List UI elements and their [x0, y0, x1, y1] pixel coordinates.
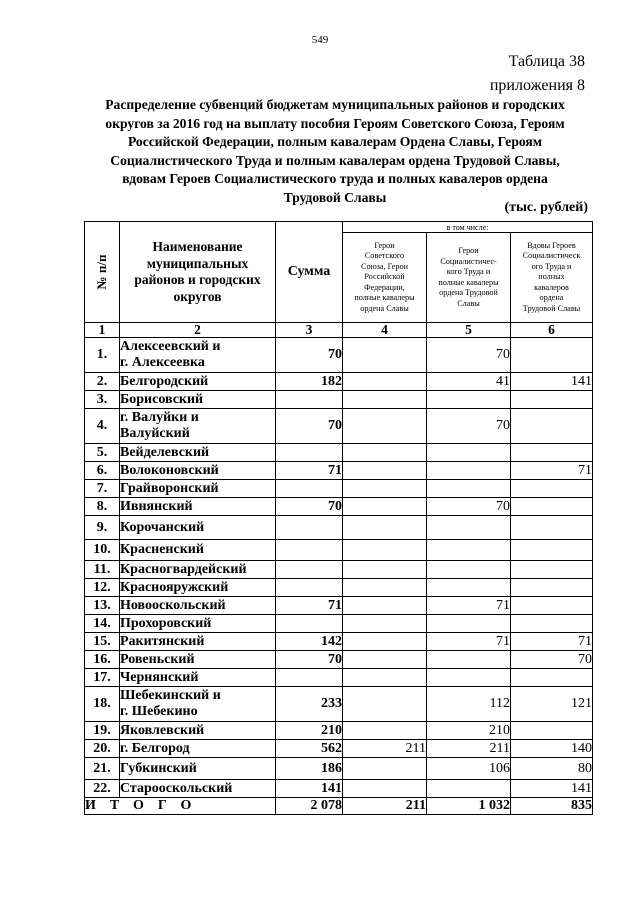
row-col4 [343, 409, 427, 444]
row-col5: 71 [427, 597, 511, 615]
row-col6 [511, 444, 593, 462]
row-col6 [511, 498, 593, 516]
row-number: 2. [85, 373, 120, 391]
row-name [120, 561, 276, 579]
row-col5 [427, 669, 511, 687]
row-name [120, 409, 276, 444]
row-number: 15. [85, 633, 120, 651]
row-number: 11. [85, 561, 120, 579]
header-col4-line: Советского [364, 251, 405, 261]
row-number: 12. [85, 579, 120, 597]
row-number: 16. [85, 651, 120, 669]
header-col4 [343, 233, 427, 323]
header-col4-line: Российской [364, 272, 405, 282]
row-col4 [343, 373, 427, 391]
row-sum [276, 561, 343, 579]
row-name-line: Красногвардейский [120, 561, 247, 577]
table-row [85, 669, 593, 687]
table-row [85, 615, 593, 633]
row-sum: 71 [276, 462, 343, 480]
row-name-line: Алексеевский и [120, 339, 221, 354]
row-number: 20. [85, 740, 120, 758]
row-col4 [343, 615, 427, 633]
row-name [120, 444, 276, 462]
row-sum: 70 [276, 409, 343, 444]
row-col6: 80 [511, 758, 593, 780]
row-col4 [343, 651, 427, 669]
row-sum [276, 480, 343, 498]
table-row [85, 722, 593, 740]
header-col4-line: полные кавалеры [354, 293, 415, 303]
row-name [120, 579, 276, 597]
row-col6: 70 [511, 651, 593, 669]
row-col5 [427, 579, 511, 597]
row-col5 [427, 480, 511, 498]
header-col5-line: кого Труда и [446, 267, 491, 277]
row-col6 [511, 579, 593, 597]
row-name [120, 687, 276, 722]
header-num-label: № п/п [94, 254, 109, 290]
table-row [85, 409, 593, 444]
column-number: 2 [120, 323, 276, 338]
table-row [85, 540, 593, 561]
row-col5: 210 [427, 722, 511, 740]
table-row [85, 651, 593, 669]
row-number: 19. [85, 722, 120, 740]
row-sum: 70 [276, 338, 343, 373]
header-name [120, 222, 276, 323]
column-number: 4 [343, 323, 427, 338]
total-col4: 211 [343, 798, 427, 815]
table-row [85, 462, 593, 480]
header-col5-line: Герои [458, 246, 479, 256]
header-col5-line: Социалистичес- [440, 256, 497, 266]
header-col5 [427, 233, 511, 323]
title-line: Российской Федерации, полным кавалерам Ордена Славы, Героям [127, 134, 543, 149]
document-title [95, 96, 575, 207]
row-sum: 186 [276, 758, 343, 780]
row-col4 [343, 669, 427, 687]
table-row [85, 597, 593, 615]
row-col5: 211 [427, 740, 511, 758]
table-body [85, 338, 593, 798]
row-name-line: Волоконовский [120, 462, 219, 478]
row-col6 [511, 480, 593, 498]
row-col4 [343, 516, 427, 540]
row-sum: 142 [276, 633, 343, 651]
table-number: Таблица 38 [508, 53, 585, 70]
row-name-line: Красненский [120, 542, 204, 557]
row-name-line: Ивнянский [120, 498, 193, 514]
row-sum [276, 540, 343, 561]
row-col6: 121 [511, 687, 593, 722]
row-name [120, 651, 276, 669]
table-row [85, 391, 593, 409]
header-col5-line: полные кавалеры [438, 277, 499, 287]
row-col4 [343, 687, 427, 722]
row-col6: 141 [511, 780, 593, 798]
row-col5: 70 [427, 409, 511, 444]
column-number: 1 [85, 323, 120, 338]
header-col4-line: ордена Славы [360, 303, 409, 313]
row-sum: 70 [276, 498, 343, 516]
column-number: 6 [511, 323, 593, 338]
row-col4 [343, 561, 427, 579]
table-row [85, 633, 593, 651]
table-row [85, 516, 593, 540]
header-col6-line: полных [538, 272, 565, 282]
table-row [85, 780, 593, 798]
row-name-line: Ракитянский [120, 633, 205, 649]
row-sum [276, 444, 343, 462]
row-col4 [343, 758, 427, 780]
row-col4 [343, 462, 427, 480]
row-col6 [511, 391, 593, 409]
row-name-line: Краснояружский [120, 579, 229, 595]
row-col4 [343, 540, 427, 561]
row-name-line: г. Шебекино [120, 704, 198, 719]
row-name-line: Яковлевский [120, 722, 205, 738]
row-name [120, 597, 276, 615]
row-name-line: Новооскольский [120, 597, 226, 613]
total-col6: 835 [511, 798, 593, 815]
header-col6-line: ордена [539, 293, 564, 303]
row-sum: 210 [276, 722, 343, 740]
row-name [120, 540, 276, 561]
header-col6 [511, 233, 593, 323]
total-col5: 1 032 [427, 798, 511, 815]
title-line: Трудовой Славы [283, 189, 387, 205]
row-col4 [343, 722, 427, 740]
row-name [120, 498, 276, 516]
subsidy-table [84, 221, 593, 815]
row-sum: 141 [276, 780, 343, 798]
row-number: 4. [85, 409, 120, 444]
row-name-line: г. Валуйки и [120, 410, 199, 425]
row-col4 [343, 391, 427, 409]
row-sum [276, 579, 343, 597]
row-col6: 71 [511, 462, 593, 480]
title-line: округов за 2016 год на выплату пособия Героям Советского Союза, Героям [105, 115, 565, 131]
row-name-line: Грайворонский [120, 480, 219, 496]
row-col6: 140 [511, 740, 593, 758]
row-col5 [427, 561, 511, 579]
row-col5 [427, 516, 511, 540]
row-col4 [343, 498, 427, 516]
row-name [120, 338, 276, 373]
total-sum: 2 078 [276, 798, 343, 815]
row-number: 17. [85, 669, 120, 687]
row-col5: 112 [427, 687, 511, 722]
row-number: 21. [85, 758, 120, 780]
row-name-line: Ровеньский [120, 651, 195, 667]
row-sum: 70 [276, 651, 343, 669]
row-col6 [511, 669, 593, 687]
row-number: 9. [85, 516, 120, 540]
column-number: 5 [427, 323, 511, 338]
header-name-line: районов и городских [134, 272, 261, 287]
row-number: 1. [85, 338, 120, 373]
row-sum [276, 516, 343, 540]
row-number: 13. [85, 597, 120, 615]
row-col6 [511, 722, 593, 740]
header-sum: Сумма [276, 222, 343, 323]
row-col5 [427, 462, 511, 480]
row-number: 14. [85, 615, 120, 633]
row-name [120, 633, 276, 651]
row-col4 [343, 338, 427, 373]
table-row [85, 444, 593, 462]
row-col4 [343, 633, 427, 651]
row-col4 [343, 597, 427, 615]
table-row [85, 498, 593, 516]
table-row [85, 338, 593, 373]
table-row [85, 740, 593, 758]
row-number: 5. [85, 444, 120, 462]
row-col5 [427, 391, 511, 409]
row-name-line: г. Алексеевка [120, 355, 205, 370]
header-col6-line: Социалистическ [522, 251, 581, 261]
row-name [120, 462, 276, 480]
header-col6-line: ого Труда и [531, 261, 572, 271]
row-sum: 233 [276, 687, 343, 722]
header-col5-line: ордена Трудовой [439, 288, 498, 298]
row-col6 [511, 516, 593, 540]
row-sum: 182 [276, 373, 343, 391]
row-sum [276, 391, 343, 409]
row-col4 [343, 780, 427, 798]
row-number: 7. [85, 480, 120, 498]
row-number: 22. [85, 780, 120, 798]
row-col6 [511, 615, 593, 633]
row-name-line: Шебекинский и [120, 688, 221, 703]
table-row [85, 687, 593, 722]
header-num [85, 222, 120, 323]
row-col6 [511, 409, 593, 444]
row-name [120, 740, 276, 758]
row-name [120, 669, 276, 687]
header-col6-line: Трудовой Славы [522, 303, 581, 313]
header-col4-line: Союза, Герои [361, 261, 408, 271]
row-number: 3. [85, 391, 120, 409]
row-name-line: Губкинский [120, 760, 197, 776]
row-name [120, 480, 276, 498]
row-name [120, 722, 276, 740]
row-sum: 71 [276, 597, 343, 615]
row-name-line: Валуйский [120, 426, 190, 441]
row-name-line: Старооскольский [120, 780, 233, 796]
title-line: Распределение субвенций бюджетам муниципальных районов и городских [105, 97, 565, 112]
row-col5: 70 [427, 498, 511, 516]
row-sum [276, 615, 343, 633]
table-row [85, 758, 593, 780]
row-col5 [427, 780, 511, 798]
row-col5 [427, 540, 511, 561]
total-row [85, 798, 593, 815]
header-name-line: округов [173, 288, 222, 304]
row-col5: 70 [427, 338, 511, 373]
row-name-line: Борисовский [120, 391, 204, 407]
header-col4-line: Герои [374, 240, 395, 250]
row-col5 [427, 651, 511, 669]
appendix-label: приложения 8 [489, 77, 585, 94]
title-line: вдовам Героев Социалистического труда и полных кавалеров ордена [122, 171, 548, 186]
row-name [120, 391, 276, 409]
row-name [120, 373, 276, 391]
row-name [120, 780, 276, 798]
row-col4: 211 [343, 740, 427, 758]
row-name-line: Вейделевский [120, 444, 210, 460]
row-name [120, 615, 276, 633]
page-number: 549 [311, 34, 329, 46]
row-col4 [343, 480, 427, 498]
row-col4 [343, 444, 427, 462]
row-name-line: Белгородский [120, 373, 209, 389]
header-in-that: в том числе: [343, 222, 593, 233]
column-number: 3 [276, 323, 343, 338]
header-col4-line: Федерации, [364, 282, 405, 292]
header-name-line: муниципальных [146, 255, 249, 271]
row-col6: 71 [511, 633, 593, 651]
row-number: 6. [85, 462, 120, 480]
row-col5: 106 [427, 758, 511, 780]
row-col5 [427, 444, 511, 462]
row-col5 [427, 615, 511, 633]
row-number: 10. [85, 540, 120, 561]
row-col5: 41 [427, 373, 511, 391]
row-sum [276, 669, 343, 687]
header-col6-line: Вдовы Героев [527, 240, 576, 250]
total-label: ИТОГО [85, 798, 276, 815]
row-sum: 562 [276, 740, 343, 758]
row-col6 [511, 338, 593, 373]
row-col6 [511, 561, 593, 579]
units-label: (тыс. рублей) [504, 200, 588, 215]
header-name-line: Наименование [152, 239, 243, 254]
row-number: 8. [85, 498, 120, 516]
row-name-line: Чернянский [120, 669, 199, 685]
table-row [85, 561, 593, 579]
header-col5-line: Славы [457, 298, 480, 308]
row-name-line: Корочанский [120, 519, 205, 535]
row-name-line: г. Белгород [120, 740, 190, 756]
row-name [120, 758, 276, 780]
row-col6 [511, 597, 593, 615]
header-col6-line: кавалеров [534, 282, 569, 292]
table-row [85, 373, 593, 391]
table-row [85, 480, 593, 498]
row-col6: 141 [511, 373, 593, 391]
row-col4 [343, 579, 427, 597]
column-number-row [85, 323, 593, 338]
table-row [85, 579, 593, 597]
row-name-line: Прохоровский [120, 615, 212, 631]
title-line: Социалистического Труда и полным кавалерам ордена Трудовой Славы, [110, 152, 560, 168]
row-col5: 71 [427, 633, 511, 651]
row-name [120, 516, 276, 540]
row-col6 [511, 540, 593, 561]
row-number: 18. [85, 687, 120, 722]
